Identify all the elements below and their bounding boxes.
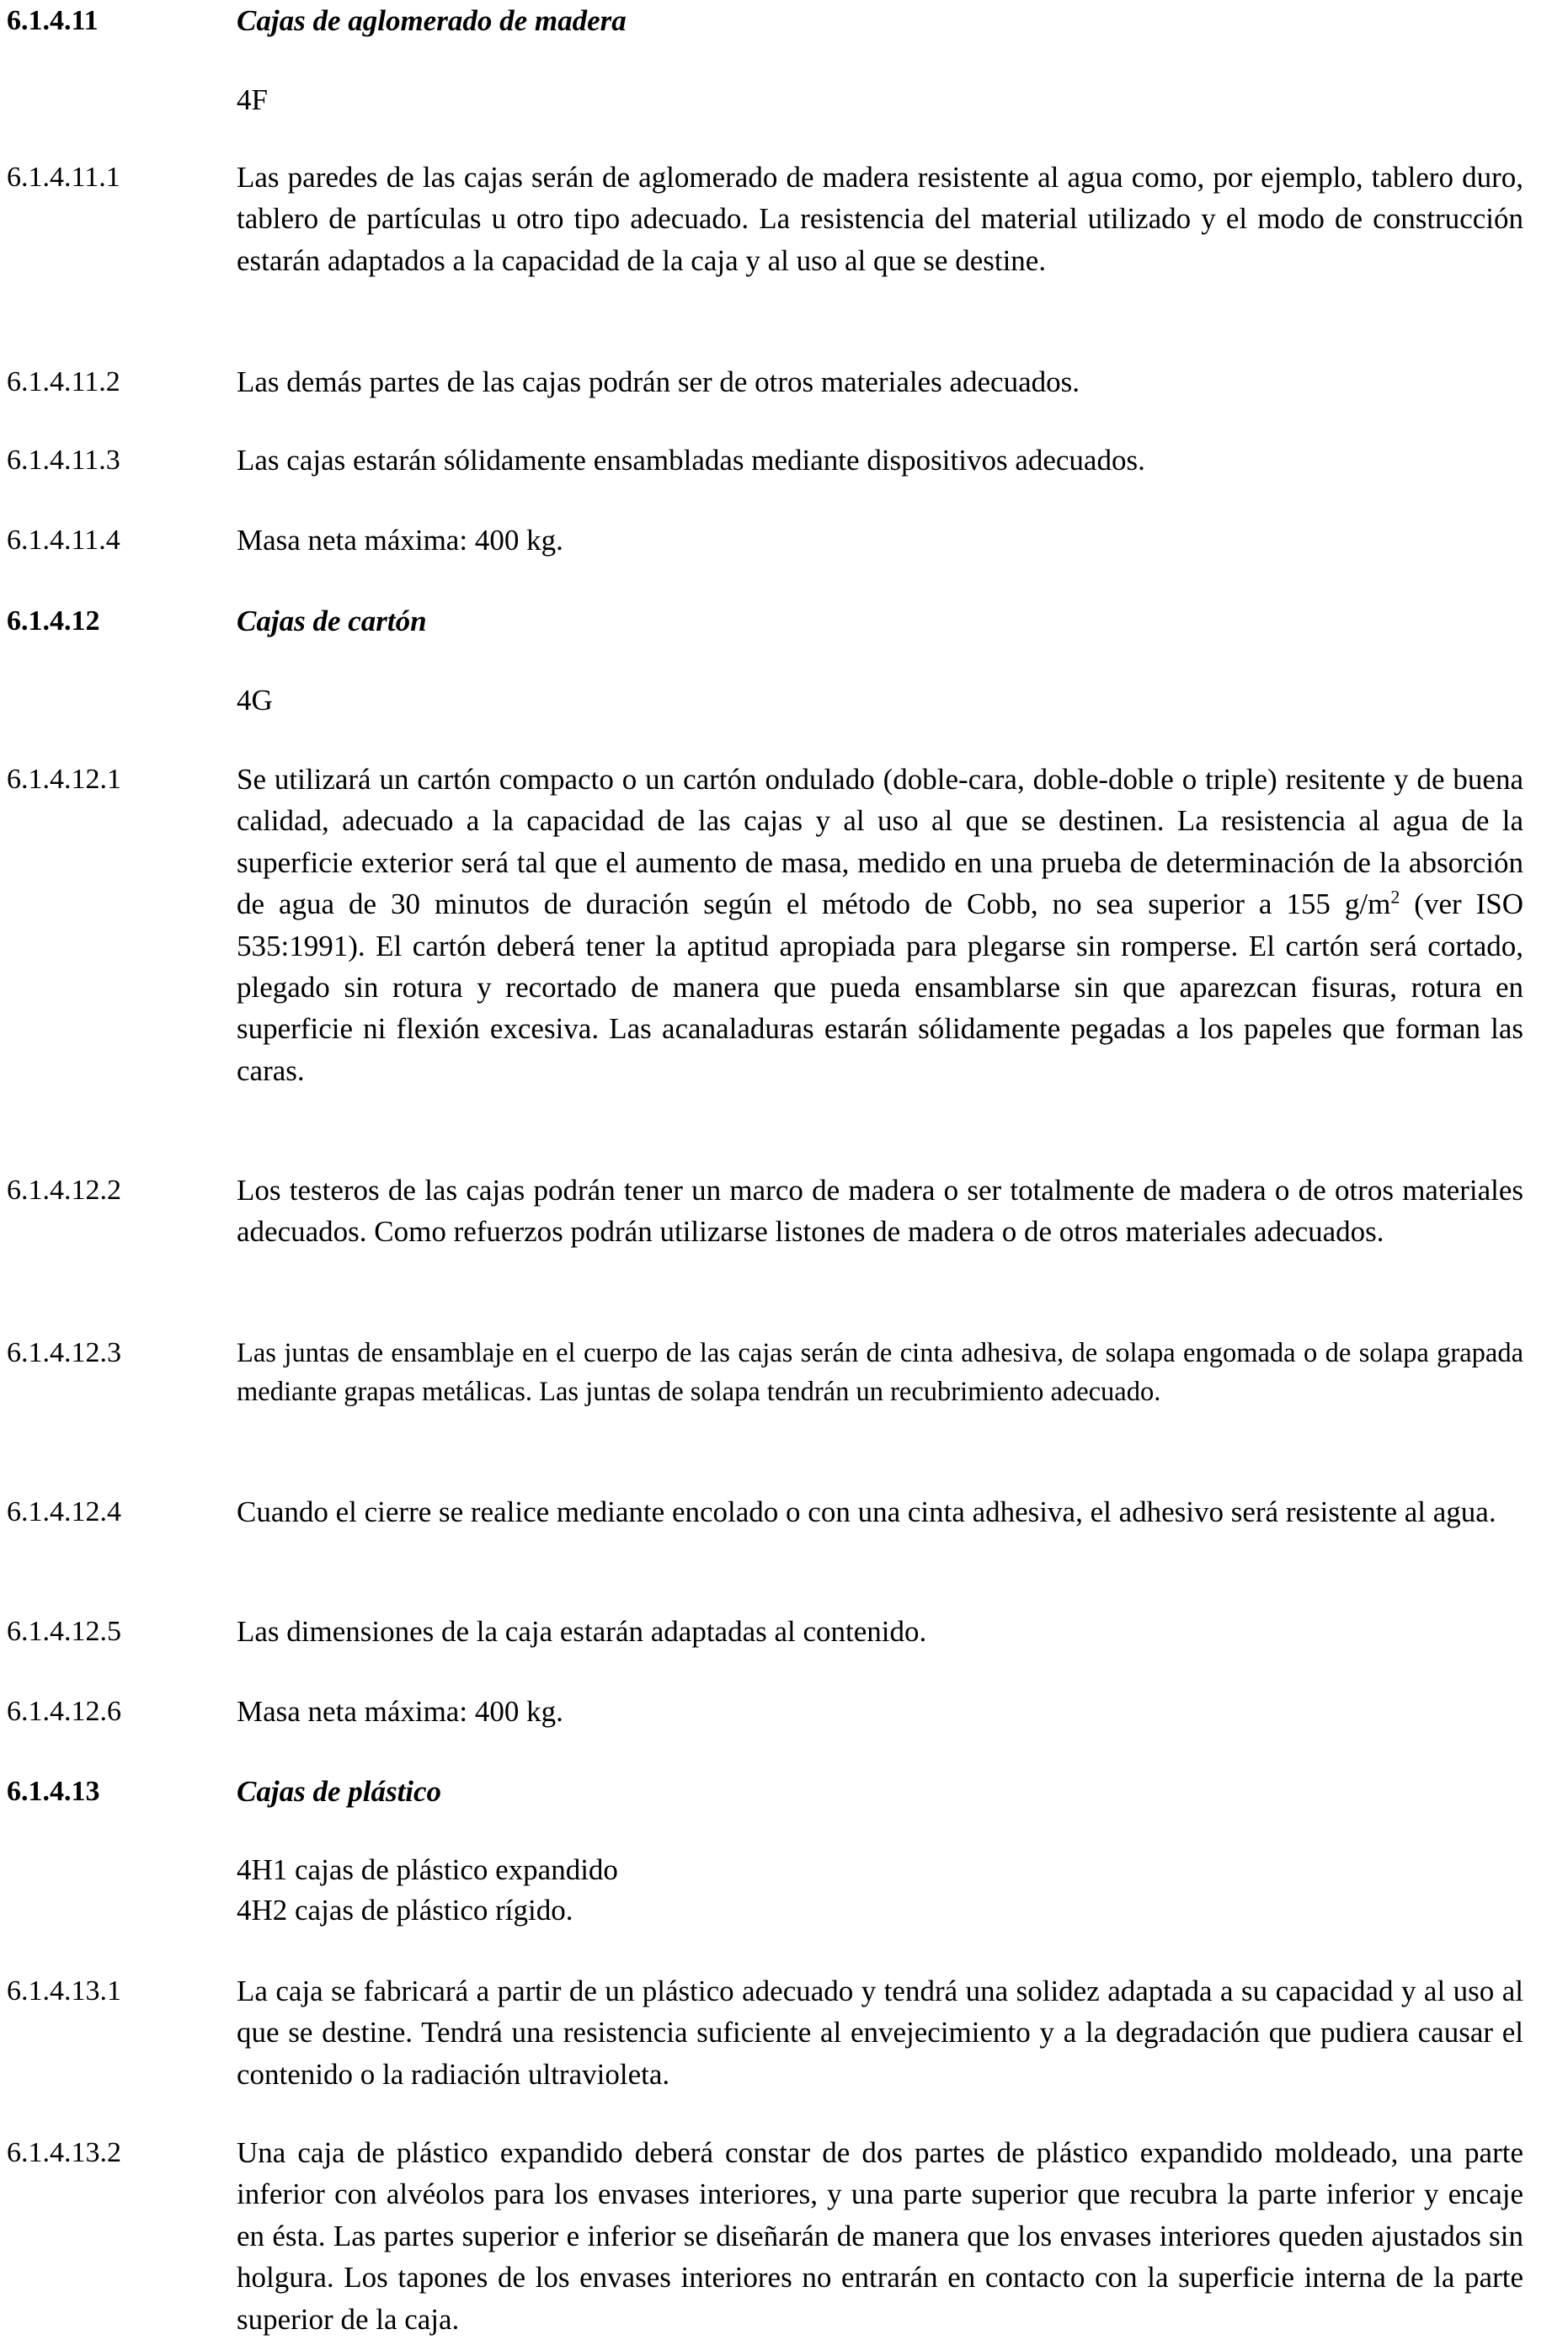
paragraph-text bbox=[237, 759, 1523, 1091]
paragraph-number: 6.1.4.11.1 bbox=[7, 162, 120, 193]
packaging-code: 4H2 cajas de plástico rígido. bbox=[237, 1894, 573, 1927]
paragraph-text: Las paredes de las cajas serán de aglomerado de madera resistente al agua como, por ejemplo, tablero duro, tablero de partículas u otro tipo adecuado. La resistencia del material utilizado y el modo de construcción estarán adaptados a la capacidad de la caja y al uso al que se destine. bbox=[237, 161, 1523, 277]
paragraph-number: 6.1.4.11.3 bbox=[7, 445, 120, 476]
paragraph-number: 6.1.4.12.3 bbox=[7, 1337, 121, 1368]
paragraph-text: Masa neta máxima: 400 kg. bbox=[237, 524, 563, 557]
paragraph-number: 6.1.4.13.2 bbox=[7, 2137, 121, 2168]
paragraph-text-part: Se utilizará un cartón compacto o un cartón ondulado (doble-cara, doble-doble o triple) resitente y de buena calidad, adecuado a la capacidad de las cajas y al uso al que se destinen. La resistencia al agua de la superficie exterior será tal que el aumento de masa, medido en una prueba de determinación de la absorción de agua de 30 minutos de duración según el método de Cobb, no sea superior a 155 g/m bbox=[237, 763, 1523, 921]
packaging-code: 4H1 cajas de plástico expandido bbox=[237, 1853, 618, 1886]
section-title: Cajas de aglomerado de madera bbox=[237, 4, 627, 37]
paragraph-number: 6.1.4.12.6 bbox=[7, 1696, 121, 1727]
section-title: Cajas de plástico bbox=[237, 1775, 442, 1808]
paragraph-text: Los testeros de las cajas podrán tener un marco de madera o ser totalmente de madera o de otros materiales adecuados. Como refuerzos podrán utilizarse listones de madera o de otros materiales adecuados. bbox=[237, 1174, 1523, 1249]
paragraph-number: 6.1.4.11.2 bbox=[7, 366, 120, 397]
section-number: 6.1.4.13 bbox=[7, 1776, 100, 1807]
paragraph-number: 6.1.4.13.1 bbox=[7, 1975, 121, 2007]
packaging-code: 4F bbox=[237, 83, 268, 116]
packaging-codes bbox=[237, 1850, 618, 1931]
paragraph-number: 6.1.4.11.4 bbox=[7, 525, 120, 556]
paragraph-number: 6.1.4.12.4 bbox=[7, 1496, 121, 1527]
section-number: 6.1.4.12 bbox=[7, 605, 100, 637]
paragraph-text: Cuando el cierre se realice mediante encolado o con una cinta adhesiva, el adhesivo será resistente al agua. bbox=[237, 1495, 1496, 1528]
packaging-code: 4G bbox=[237, 684, 273, 717]
paragraph-number: 6.1.4.12.1 bbox=[7, 764, 121, 795]
paragraph-number: 6.1.4.12.2 bbox=[7, 1175, 121, 1206]
section-title: Cajas de cartón bbox=[237, 605, 427, 637]
paragraph-text: Las cajas estarán sólidamente ensambladas mediante dispositivos adecuados. bbox=[237, 444, 1145, 477]
paragraph-number: 6.1.4.12.5 bbox=[7, 1616, 121, 1647]
paragraph-text: Una caja de plástico expandido deberá constar de dos partes de plástico expandido moldeado, una parte inferior con alvéolos para los envases interiores, y una parte superior que recubra la parte inferior y encaje en ésta. Las partes superior e inferior se diseñarán de manera que los envases interiores queden ajustados sin holgura. Los tapones de los envases interiores no entrarán en contacto con la superficie interna de la parte superior de la caja. bbox=[237, 2136, 1523, 2336]
section-number: 6.1.4.11 bbox=[7, 5, 99, 36]
paragraph-text: Masa neta máxima: 400 kg. bbox=[237, 1695, 563, 1728]
paragraph-text-part: (ver ISO 535:1991). El cartón deberá tener la aptitud apropiada para plegarse sin romperse. El cartón será cortado, plegado sin rotura y recortado de manera que pueda ensamblarse sin que aparezcan fisuras, rotura en superficie ni flexión excesiva. Las acanaladuras estarán sólidamente pegadas a los papeles que forman las caras. bbox=[237, 887, 1523, 1087]
paragraph-text: Las demás partes de las cajas podrán ser de otros materiales adecuados. bbox=[237, 365, 1080, 398]
superscript: 2 bbox=[1390, 886, 1400, 908]
paragraph-text: Las dimensiones de la caja estarán adaptadas al contenido. bbox=[237, 1615, 927, 1648]
paragraph-text: La caja se fabricará a partir de un plástico adecuado y tendrá una solidez adaptada a su capacidad y al uso al que se destine. Tendrá una resistencia suficiente al envejecimiento y a la degradación que pudiera causar el contenido o la radiación ultravioleta. bbox=[237, 1975, 1523, 2091]
paragraph-text: Las juntas de ensamblaje en el cuerpo de las cajas serán de cinta adhesiva, de solapa engomada o de solapa grapada mediante grapas metálicas. Las juntas de solapa tendrán un recubrimiento adecuado. bbox=[237, 1338, 1523, 1407]
